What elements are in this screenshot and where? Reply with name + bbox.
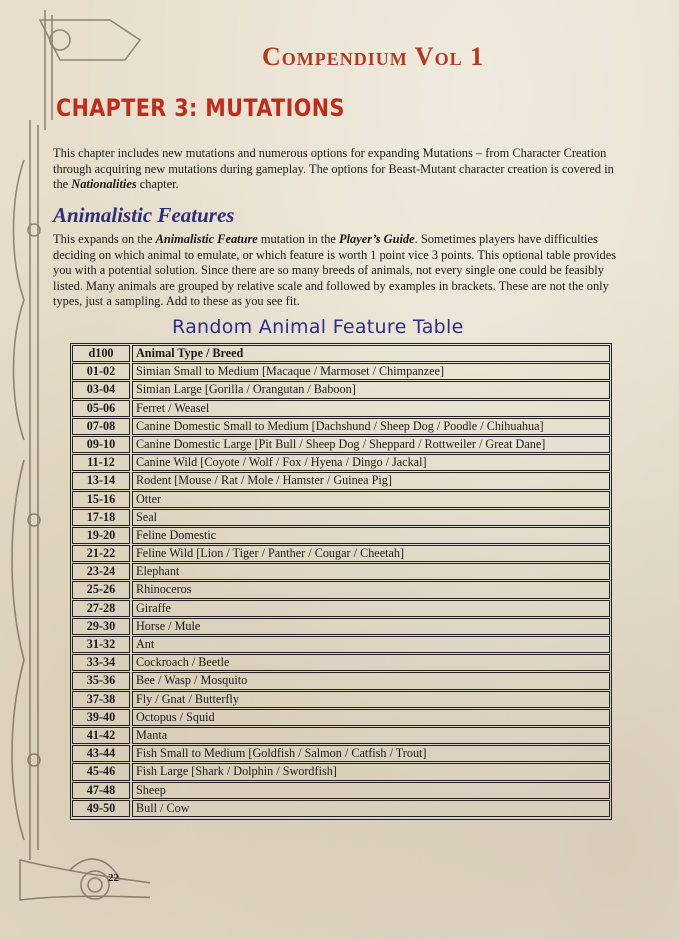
roll-range: 35-36 xyxy=(72,672,130,689)
roll-range: 07-08 xyxy=(72,418,130,435)
table-header-row xyxy=(72,345,610,362)
table-row xyxy=(72,600,610,617)
table-row xyxy=(72,363,610,380)
table-row xyxy=(72,763,610,780)
table-row xyxy=(72,527,610,544)
roll-range: 01-02 xyxy=(72,363,130,380)
roll-range: 03-04 xyxy=(72,381,130,398)
roll-range: 11-12 xyxy=(72,454,130,471)
table-row xyxy=(72,418,610,435)
body-text: mutation in the xyxy=(257,232,340,246)
table-row xyxy=(72,436,610,453)
intro-emphasis: Nationalities xyxy=(71,177,137,191)
roll-range: 13-14 xyxy=(72,472,130,489)
table-row xyxy=(72,709,610,726)
animal-type: Giraffe xyxy=(132,600,610,617)
intro-text-end: chapter. xyxy=(136,177,179,191)
animal-type: Bee / Wasp / Mosquito xyxy=(132,672,610,689)
body-emphasis-guide: Player’s Guide xyxy=(339,232,415,246)
animal-type: Sheep xyxy=(132,782,610,799)
table-row xyxy=(72,782,610,799)
animal-type: Fish Small to Medium [Goldfish / Salmon / Catfish / Trout] xyxy=(132,745,610,762)
roll-range: 45-46 xyxy=(72,763,130,780)
roll-range: 33-34 xyxy=(72,654,130,671)
animal-feature-table xyxy=(70,343,612,820)
animal-type: Cockroach / Beetle xyxy=(132,654,610,671)
body-paragraph xyxy=(53,232,625,310)
roll-range: 23-24 xyxy=(72,563,130,580)
chapter-title: CHAPTER 3: MUTATIONS xyxy=(56,94,345,122)
table-row xyxy=(72,672,610,689)
roll-range: 29-30 xyxy=(72,618,130,635)
table-row xyxy=(72,727,610,744)
animal-type: Elephant xyxy=(132,563,610,580)
animal-type: Canine Domestic Large [Pit Bull / Sheep Dog / Sheppard / Rottweiler / Great Dane] xyxy=(132,436,610,453)
animal-type: Seal xyxy=(132,509,610,526)
roll-range: 05-06 xyxy=(72,400,130,417)
animal-type: Ferret / Weasel xyxy=(132,400,610,417)
animal-type: Simian Large [Gorilla / Orangutan / Baboon] xyxy=(132,381,610,398)
animal-type: Canine Domestic Small to Medium [Dachshund / Sheep Dog / Poodle / Chihuahua] xyxy=(132,418,610,435)
roll-range: 37-38 xyxy=(72,691,130,708)
roll-range: 19-20 xyxy=(72,527,130,544)
table-row xyxy=(72,745,610,762)
intro-paragraph xyxy=(53,146,625,193)
table-row xyxy=(72,472,610,489)
table-row xyxy=(72,545,610,562)
table-row xyxy=(72,454,610,471)
roll-range: 27-28 xyxy=(72,600,130,617)
roll-range: 25-26 xyxy=(72,581,130,598)
animal-type: Feline Domestic xyxy=(132,527,610,544)
table-row xyxy=(72,563,610,580)
roll-range: 49-50 xyxy=(72,800,130,817)
body-text: . Sometimes players have difficulties deciding on which animal to emulate, or which feature is worth 1 point vice 3 points. This optional table provides you with a potential solution. Since there are so many breeds of animals, not every single one could be feasibly listed. Many animals are grouped by relative scale and followed by examples in brackets. These are not the only types, just a sampling. Add to these as you see fit. xyxy=(53,232,617,308)
animal-type: Bull / Cow xyxy=(132,800,610,817)
animal-type: Manta xyxy=(132,727,610,744)
animal-type: Simian Small to Medium [Macaque / Marmoset / Chimpanzee] xyxy=(132,363,610,380)
header-title: Compendium Vol 1 xyxy=(262,42,485,71)
animal-type: Canine Wild [Coyote / Wolf / Fox / Hyena / Dingo / Jackal] xyxy=(132,454,610,471)
roll-range: 17-18 xyxy=(72,509,130,526)
intro-text: This chapter includes new mutations and numerous options for expanding Mutations – from Character Creation through acquiring new mutations during gameplay. The options for Beast-Mutant character creation is covered in the xyxy=(53,146,614,191)
roll-range: 47-48 xyxy=(72,782,130,799)
table-row xyxy=(72,654,610,671)
animal-type: Rhinoceros xyxy=(132,581,610,598)
roll-range: 43-44 xyxy=(72,745,130,762)
page-number: 22 xyxy=(108,872,119,884)
animal-type: Feline Wild [Lion / Tiger / Panther / Cougar / Cheetah] xyxy=(132,545,610,562)
header-animal: Animal Type / Breed xyxy=(132,345,610,362)
table-row xyxy=(72,581,610,598)
animal-type: Horse / Mule xyxy=(132,618,610,635)
roll-range: 15-16 xyxy=(72,491,130,508)
animal-type: Rodent [Mouse / Rat / Mole / Hamster / Guinea Pig] xyxy=(132,472,610,489)
body-text: This expands on the xyxy=(53,232,156,246)
header-roll: d100 xyxy=(72,345,130,362)
roll-range: 21-22 xyxy=(72,545,130,562)
table-row xyxy=(72,381,610,398)
table-row xyxy=(72,691,610,708)
animal-type: Otter xyxy=(132,491,610,508)
table-row xyxy=(72,618,610,635)
section-title: Animalistic Features xyxy=(53,203,235,227)
roll-range: 31-32 xyxy=(72,636,130,653)
table-row xyxy=(72,636,610,653)
roll-range: 39-40 xyxy=(72,709,130,726)
table-title: Random Animal Feature Table xyxy=(172,316,464,338)
table-row xyxy=(72,509,610,526)
table-row xyxy=(72,800,610,817)
animal-type: Ant xyxy=(132,636,610,653)
table-row xyxy=(72,400,610,417)
roll-range: 41-42 xyxy=(72,727,130,744)
animal-type: Fish Large [Shark / Dolphin / Swordfish] xyxy=(132,763,610,780)
body-emphasis-feature: Animalistic Feature xyxy=(155,232,258,246)
roll-range: 09-10 xyxy=(72,436,130,453)
animal-type: Fly / Gnat / Butterfly xyxy=(132,691,610,708)
animal-type: Octopus / Squid xyxy=(132,709,610,726)
table-row xyxy=(72,491,610,508)
